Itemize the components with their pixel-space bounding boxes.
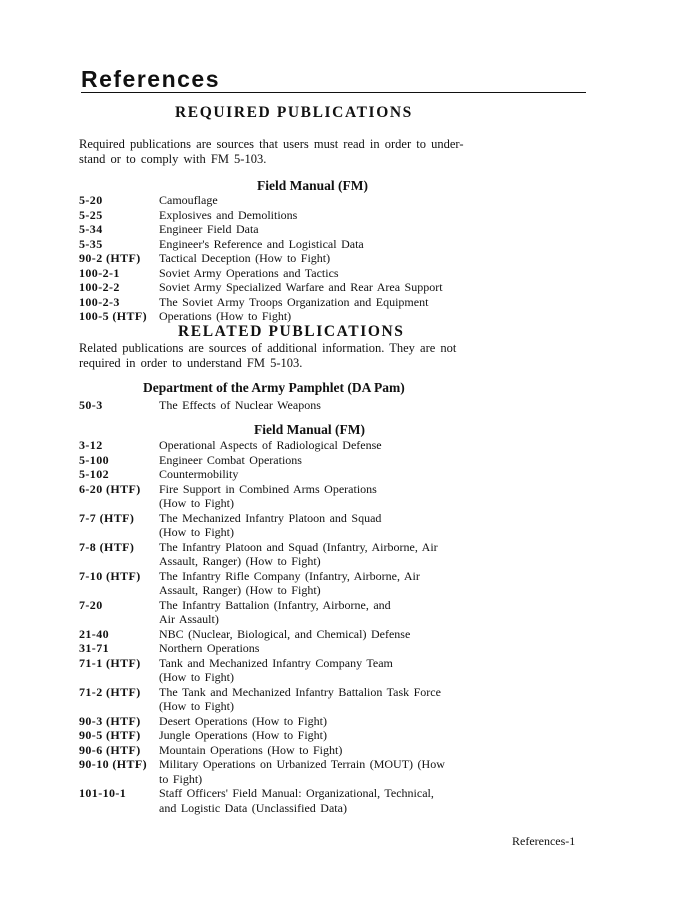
reference-number: 100-2-3 <box>79 294 120 309</box>
reference-number: 5-25 <box>79 207 103 222</box>
related-intro-line: Related publications are sources of additional information. They are not <box>79 341 457 355</box>
reference-row <box>79 656 519 685</box>
reference-row <box>79 237 519 252</box>
reference-title: Tank and Mechanized Infantry Company Team (How to Fight) <box>159 655 393 684</box>
page-heading: References <box>81 66 221 92</box>
reference-title: Tactical Deception (How to Fight) <box>159 251 331 265</box>
reference-number: 101-10-1 <box>79 786 127 800</box>
reference-title: Operations (How to Fight) <box>159 309 292 323</box>
reference-row <box>79 309 519 324</box>
reference-title: The Infantry Platoon and Squad (Infantry, Airborne, Air Assault, Ranger) (How to Fight) <box>159 539 438 568</box>
reference-row <box>79 438 519 453</box>
reference-row <box>79 569 519 598</box>
reference-number: 3-12 <box>79 438 103 452</box>
reference-title: Jungle Operations (How to Fight) <box>159 728 327 742</box>
reference-row <box>79 728 519 743</box>
reference-title: The Mechanized Infantry Platoon and Squad (How to Fight) <box>159 510 382 539</box>
reference-row <box>79 193 519 208</box>
reference-number: 90-3 (HTF) <box>79 713 141 728</box>
reference-row <box>79 540 519 569</box>
reference-title: Operational Aspects of Radiological Defense <box>159 438 382 452</box>
reference-row <box>79 743 519 758</box>
reference-title: Countermobility <box>159 467 239 481</box>
reference-number: 5-102 <box>79 467 109 481</box>
required-fm-list <box>79 193 519 324</box>
reference-number: 100-2-1 <box>79 265 120 280</box>
reference-title: Soviet Army Operations and Tactics <box>159 265 339 280</box>
reference-row <box>79 786 519 815</box>
reference-number: 6-20 (HTF) <box>79 481 141 496</box>
reference-row <box>79 266 519 281</box>
related-intro-line: required in order to understand FM 5-103. <box>79 356 303 370</box>
related-publications-title: RELATED PUBLICATIONS <box>178 323 405 340</box>
reference-number: 90-10 (HTF) <box>79 757 148 771</box>
reference-row <box>79 641 519 656</box>
reference-title: The Infantry Rifle Company (Infantry, Airborne, Air Assault, Ranger) (How to Fight) <box>159 568 420 597</box>
reference-title: Staff Officers' Field Manual: Organizational, Technical, and Logistic Data (Unclassified Data) <box>159 786 434 815</box>
reference-number: 90-5 (HTF) <box>79 728 141 742</box>
reference-title: Military Operations on Urbanized Terrain (MOUT) (How to Fight) <box>159 757 445 786</box>
reference-number: 7-10 (HTF) <box>79 568 141 583</box>
reference-title: Engineer's Reference and Logistical Data <box>159 236 364 251</box>
reference-row <box>79 467 519 482</box>
required-intro-line: stand or to comply with FM 5-103. <box>79 152 267 166</box>
related-intro <box>79 341 456 371</box>
reference-number: 5-100 <box>79 452 109 467</box>
reference-number: 71-1 (HTF) <box>79 655 141 670</box>
reference-number: 5-20 <box>79 193 103 207</box>
reference-row <box>79 208 519 223</box>
reference-title: Northern Operations <box>159 641 260 655</box>
related-fm-list <box>79 438 519 815</box>
reference-number: 21-40 <box>79 626 109 641</box>
reference-number: 7-7 (HTF) <box>79 510 135 525</box>
reference-title: NBC (Nuclear, Biological, and Chemical) Defense <box>159 626 411 641</box>
reference-row <box>79 251 519 266</box>
reference-title: Engineer Field Data <box>159 222 259 236</box>
reference-number: 7-20 <box>79 597 103 612</box>
required-intro-line: Required publications are sources that users must read in order to under- <box>79 137 464 151</box>
required-publications-title: REQUIRED PUBLICATIONS <box>175 104 413 121</box>
da-pam-list <box>79 398 519 413</box>
reference-title: Desert Operations (How to Fight) <box>159 713 327 728</box>
reference-number: 90-2 (HTF) <box>79 251 141 265</box>
reference-title: Mountain Operations (How to Fight) <box>159 742 343 757</box>
related-fm-heading: Field Manual (FM) <box>254 422 365 437</box>
heading-rule <box>81 92 586 93</box>
reference-row <box>79 598 519 627</box>
reference-row <box>79 222 519 237</box>
reference-title: The Tank and Mechanized Infantry Battalion Task Force (How to Fight) <box>159 684 441 713</box>
reference-title: Soviet Army Specialized Warfare and Rear Area Support <box>159 280 443 294</box>
reference-row <box>79 398 519 413</box>
reference-row <box>79 453 519 468</box>
required-fm-heading: Field Manual (FM) <box>257 178 368 193</box>
reference-title: The Effects of Nuclear Weapons <box>159 398 321 412</box>
reference-row <box>79 280 519 295</box>
reference-number: 90-6 (HTF) <box>79 742 141 757</box>
reference-number: 50-3 <box>79 398 103 412</box>
reference-title: Fire Support in Combined Arms Operations (How to Fight) <box>159 481 377 510</box>
reference-number: 71-2 (HTF) <box>79 684 141 699</box>
reference-title: The Soviet Army Troops Organization and Equipment <box>159 294 429 309</box>
reference-title: Engineer Combat Operations <box>159 452 302 467</box>
reference-row <box>79 714 519 729</box>
reference-title: Explosives and Demolitions <box>159 207 298 222</box>
da-pam-heading: Department of the Army Pamphlet (DA Pam) <box>143 380 405 395</box>
reference-title: The Infantry Battalion (Infantry, Airborne, and Air Assault) <box>159 597 391 626</box>
reference-row <box>79 685 519 714</box>
required-intro <box>79 137 464 167</box>
reference-number: 100-5 (HTF) <box>79 309 148 323</box>
page-footer: References-1 <box>512 834 576 848</box>
reference-number: 31-71 <box>79 641 109 655</box>
reference-row <box>79 627 519 642</box>
reference-number: 5-35 <box>79 236 103 251</box>
reference-row <box>79 482 519 511</box>
reference-title: Camouflage <box>159 193 218 207</box>
reference-number: 7-8 (HTF) <box>79 539 135 554</box>
reference-row <box>79 757 519 786</box>
reference-row <box>79 511 519 540</box>
reference-number: 5-34 <box>79 222 103 236</box>
reference-row <box>79 295 519 310</box>
reference-number: 100-2-2 <box>79 280 120 294</box>
